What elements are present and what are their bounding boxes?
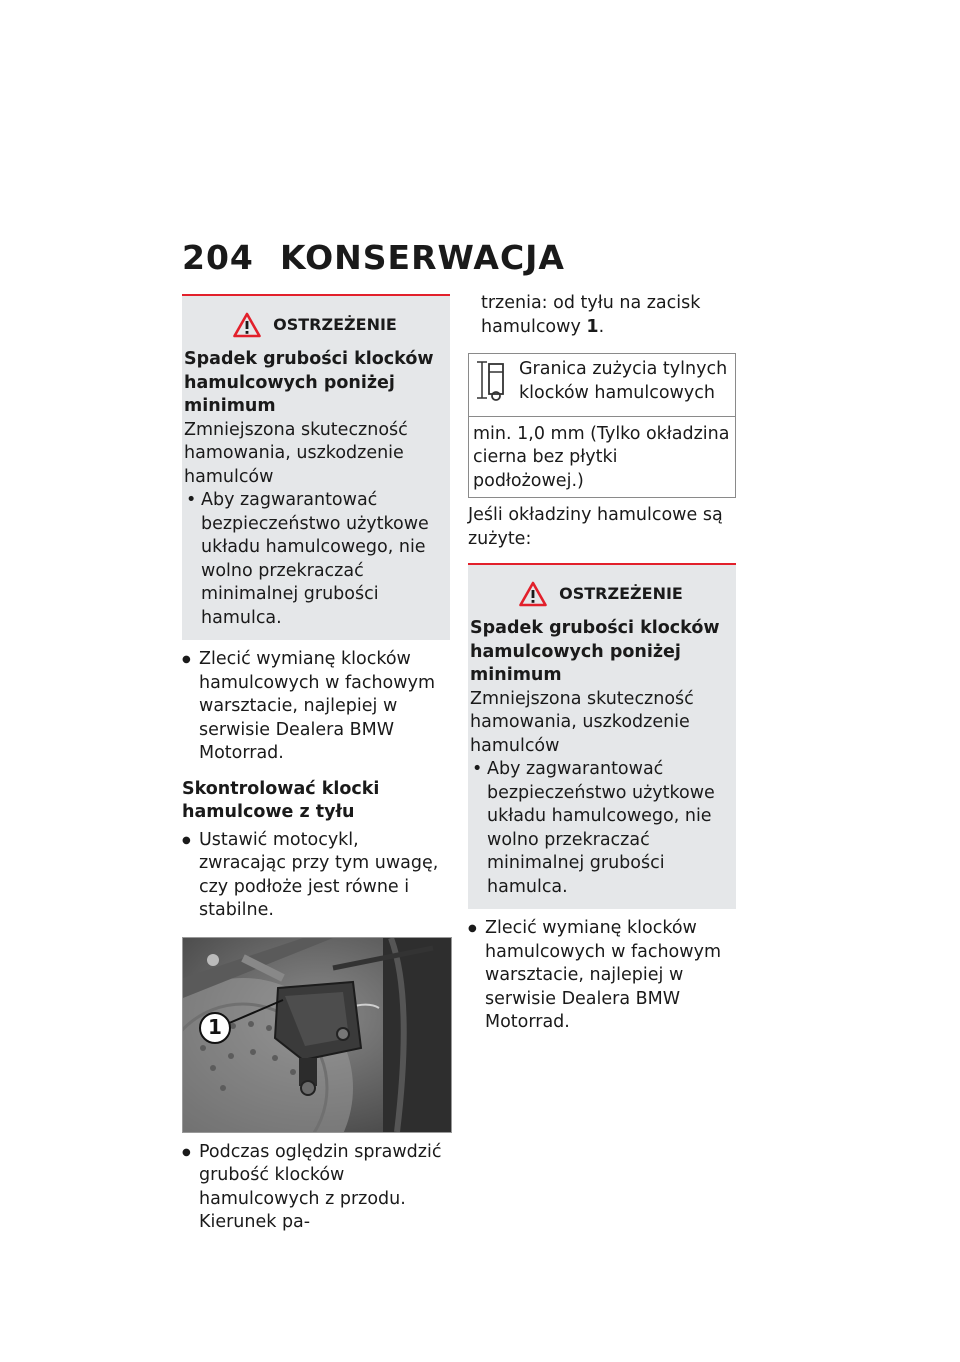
right-column [468,292,736,1043]
warning-label: OSTRZEŻENIE [559,584,683,604]
warning-box-2 [468,563,736,909]
step-continuation: trzenia: od tyłu na zacisk hamulcowy 1. [481,293,701,337]
page-header [182,238,565,277]
warning-triangle-icon [233,312,261,338]
spec-value: min. 1,0 mm (Tylko okładzina cierna bez płytki podłożowej.) [473,423,730,491]
replace-step: ● Zlecić wymianę klocków hamulcowych w fachowym warsztacie, najlepiej w serwisie Dealera BMW Motorrad. [182,648,450,766]
warning-header [184,312,446,338]
spec-icon-cell [473,358,517,410]
left-column [182,294,450,1243]
warning-title: Spadek grubości klocków hamulcowych poniżej minimum [184,349,434,416]
callout-ref: 1 [586,316,599,337]
section-title: KONSERWACJA [280,238,565,277]
spec-table [468,353,736,498]
replace-step-2: ● Zlecić wymianę klocków hamulcowych w fachowym warsztacie, najlepiej w serwisie Dealera BMW Motorrad. [468,917,736,1035]
warning-title: Spadek grubości klocków hamulcowych poniżej minimum [470,618,720,685]
brake-caliper-photo [182,937,452,1133]
warning-bullet: • Aby zagwarantować bezpieczeństwo użytkowe układu hamulcowego, nie wolno przekraczać minimalnej grubości hamulca. [470,758,732,899]
warning-header-2 [470,581,732,607]
page-number: 204 [182,238,254,277]
warning-triangle-icon [519,581,547,607]
section-heading: Skontrolować klocki hamulcowe z tyłu [182,778,380,822]
worn-condition-text: Jeśli okładziny hamulcowe są zużyte: [468,505,723,549]
wear-limit-icon [473,358,509,402]
spec-header [469,354,735,417]
warning-text: Zmniejszona skuteczność hamowania, uszkodzenie hamulców [184,419,408,487]
warning-label: OSTRZEŻENIE [273,315,397,335]
spec-label: Granica zużycia tylnych klocków hamulcowych [519,359,728,403]
step-position-motorcycle: ● Ustawić motocykl, zwracając przy tym uwagę, czy podłoże jest równe i stabilne. [182,829,450,923]
warning-box [182,294,450,640]
photo-callout-1: 1 [208,1014,222,1039]
step-inspect-pads: ● Podczas oględzin sprawdzić grubość klocków hamulcowych z przodu. Kierunek pa- [182,1141,450,1235]
warning-text: Zmniejszona skuteczność hamowania, uszkodzenie hamulców [470,688,694,756]
warning-bullet: • Aby zagwarantować bezpieczeństwo użytkowe układu hamulcowego, nie wolno przekraczać minimalnej grubości hamulca. [184,489,446,630]
